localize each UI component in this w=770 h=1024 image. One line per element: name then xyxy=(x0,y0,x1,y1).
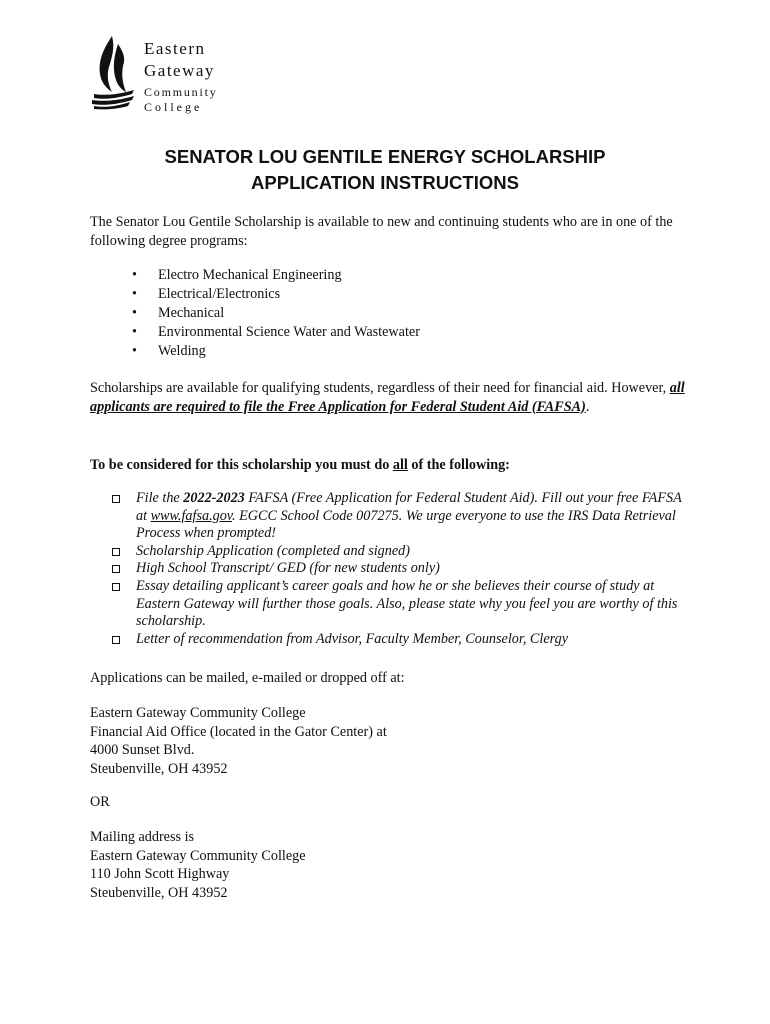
checklist-item-transcript xyxy=(112,560,682,578)
requirements-heading xyxy=(90,456,690,475)
requirements-checklist xyxy=(112,490,682,648)
checkbox-icon xyxy=(112,636,120,644)
address-line: Steubenville, OH 43952 xyxy=(90,760,228,777)
logo-line-gateway: Gateway xyxy=(144,61,215,80)
or-separator: OR xyxy=(90,794,110,810)
checklist-item-application xyxy=(112,543,682,561)
logo-line-college: College xyxy=(144,100,203,114)
fafsa-requirement-emphasis: all applicants are required to file the Free Application for Federal Student Aid (FAFSA) xyxy=(90,380,685,415)
checklist-item-essay xyxy=(112,578,682,631)
list-item: • Electrical/Electronics xyxy=(130,285,420,304)
address-line: 4000 Sunset Blvd. xyxy=(90,742,195,758)
scholarship-text: Scholarships are available for qualifying students, regardless of their need for financial aid. However, xyxy=(90,380,670,396)
submission-instructions: Applications can be mailed, e-mailed or dropped off at: xyxy=(90,670,405,686)
checklist-item-recommendation xyxy=(112,631,682,649)
college-logo xyxy=(88,34,238,114)
gator-flame-icon xyxy=(88,34,140,110)
requirements-heading-all: all xyxy=(392,457,408,473)
checklist-text: Letter of recommendation from Advisor, Faculty Member, Counselor, Clergy xyxy=(136,630,569,647)
requirements-heading-end: of the following: xyxy=(407,457,510,473)
title-line-2: APPLICATION INSTRUCTIONS xyxy=(251,172,519,193)
checkbox-icon xyxy=(112,583,120,591)
address-line: Financial Aid Office (located in the Gator Center) at xyxy=(90,723,387,740)
checklist-text: Scholarship Application (completed and signed) xyxy=(136,542,410,559)
degree-program-list xyxy=(130,266,420,361)
fafsa-link[interactable]: www.fafsa.gov xyxy=(150,507,233,524)
address-line: 110 John Scott Highway xyxy=(90,866,230,882)
fafsa-text: FAFSA (Free Application for Federal Student Aid). Fill out your free FAFSA at xyxy=(136,490,682,524)
intro-paragraph: The Senator Lou Gentile Scholarship is available to new and continuing students who are in one of the following degree programs: xyxy=(90,214,673,249)
address-line: Eastern Gateway Community College xyxy=(90,705,306,721)
checkbox-icon xyxy=(112,495,120,503)
checklist-item-fafsa xyxy=(112,490,682,543)
list-item: • Welding xyxy=(130,342,420,361)
requirements-heading-start: To be considered for this scholarship you must do xyxy=(90,457,393,473)
scholarship-paragraph xyxy=(90,379,690,416)
checklist-text: Essay detailing applicant’s career goals and how he or she believes their course of study at Eastern Gateway will further those goals. Also, please state why you feel you are worthy of this scholarship. xyxy=(136,577,678,630)
address-line: Mailing address is xyxy=(90,829,195,845)
list-item: • Electro Mechanical Engineering xyxy=(130,266,420,285)
address-line: Eastern Gateway Community College xyxy=(90,847,306,864)
fafsa-prefix: File the xyxy=(136,490,184,506)
checkbox-icon xyxy=(112,548,120,556)
logo-line-community: Community xyxy=(144,85,218,99)
page-title xyxy=(0,144,770,196)
logo-line-eastern: Eastern xyxy=(144,39,206,58)
checklist-text: High School Transcript/ GED (for new students only) xyxy=(136,560,440,577)
list-item: • Mechanical xyxy=(130,304,420,323)
scholarship-end: . xyxy=(585,398,590,415)
fafsa-end: . EGCC School Code 007275. We urge everyone to use the IRS Data Retrieval Process when prompted! xyxy=(136,507,676,542)
office-address xyxy=(90,704,690,778)
checkbox-icon xyxy=(112,565,120,573)
fafsa-year: 2022-2023 xyxy=(183,490,245,506)
title-line-1: SENATOR LOU GENTILE ENERGY SCHOLARSHIP xyxy=(164,146,606,167)
list-item: • Environmental Science Water and Wastewater xyxy=(130,323,420,342)
mailing-address xyxy=(90,828,690,902)
address-line: Steubenville, OH 43952 xyxy=(90,884,228,901)
